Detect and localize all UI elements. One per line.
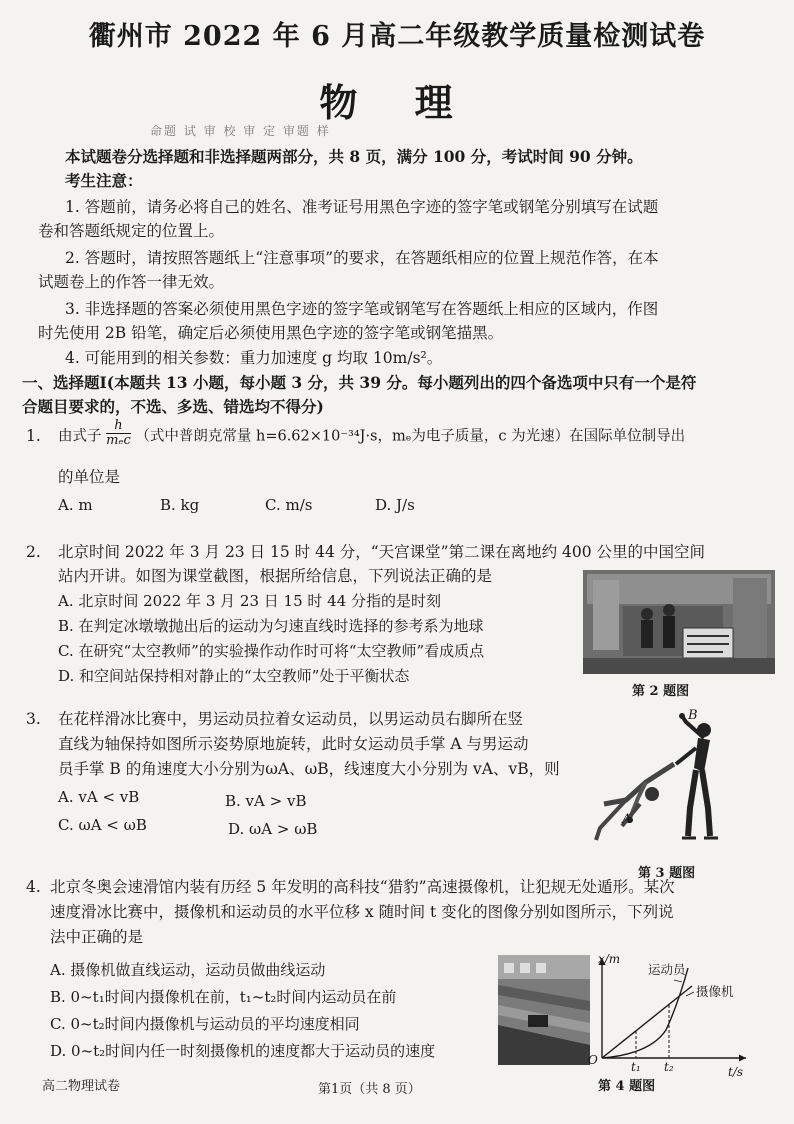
section-heading-line2: 合题目要求的，不选、多选、错选均不得分) xyxy=(22,397,324,416)
q4-option-a: A. 摄像机做直线运动，运动员做曲线运动 xyxy=(50,961,326,979)
faint-credit-line: 命题 试 审 校 审 定 审题 样 xyxy=(150,124,331,138)
q2-option-a: A. 北京时间 2022 年 3 月 23 日 15 时 44 分指的是时刻 xyxy=(58,592,442,610)
q4-graph-t1: t₁ xyxy=(631,1060,641,1074)
exam-intro: 本试题卷分选择题和非选择题两部分，共 8 页，满分 100 分，考试时间 90 分钟。 xyxy=(65,147,643,166)
q1-option-c: C. m/s xyxy=(265,496,313,514)
notice-4: 4. 可能用到的相关参数：重力加速度 g 均取 10m/s²。 xyxy=(65,349,443,367)
q4-stem-line1: 北京冬奥会速滑馆内装有历经 5 年发明的高科技“猎豹”高速摄像机，让犯规无处遁形。某次 xyxy=(50,878,675,896)
notice-1b: 卷和答题纸规定的位置上。 xyxy=(38,222,225,240)
q4-camera-leader xyxy=(686,992,694,996)
q2-classroom-photo xyxy=(583,570,775,674)
section-heading-line1: 一、选择题Ⅰ(本题共 13 小题，每小题 3 分，共 39 分。每小题列出的四个备选项中只有一个是符 xyxy=(22,373,697,392)
q3-option-d: D. ωA > ωB xyxy=(228,820,318,838)
q4-athlete-leader xyxy=(674,980,682,982)
q4-graph-origin: O xyxy=(588,1053,598,1067)
q4-series-camera-label: 摄像机 xyxy=(696,984,734,999)
q3-number: 3. xyxy=(26,710,41,728)
q4-camera-photo xyxy=(498,955,590,1065)
q4-stem-line3: 法中正确的是 xyxy=(50,928,144,946)
exam-title: 衢州市 2022 年 6 月高二年级教学质量检测试卷 xyxy=(88,21,706,52)
q2-stem-line1: 北京时间 2022 年 3 月 23 日 15 时 44 分，“天宫课堂”第二课在离地约 400 公里的中国空间 xyxy=(58,543,706,561)
q3-figure-caption: 第 3 题图 xyxy=(638,866,696,881)
q1-stem-pre: 由式子 xyxy=(58,428,102,445)
q4-graph-ylabel: x/m xyxy=(598,952,621,966)
notice-2b: 试题卷上的作答一律无效。 xyxy=(38,273,225,291)
q4-series-athlete-label: 运动员 xyxy=(648,962,686,977)
q3-stem-line2: 直线为轴保持如图所示姿势原地旋转，此时女运动员手掌 A 与男运动 xyxy=(58,735,529,753)
q1-stem xyxy=(58,418,686,448)
q4-option-b: B. 0~t₁时间内摄像机在前，t₁~t₂时间内运动员在前 xyxy=(50,988,397,1006)
q4-athlete-curve xyxy=(602,968,688,1058)
q1-fraction-numerator: h xyxy=(106,419,131,434)
q1-stem-line2: 的单位是 xyxy=(58,468,121,486)
q3-option-b: B. vA > vB xyxy=(225,792,307,810)
q4-number: 4. xyxy=(26,878,41,896)
notice-1a: 1. 答题前，请务必将自己的姓名、准考证号用黑色字迹的签字笔或钢笔分别填写在试题 xyxy=(65,198,659,216)
q4-graph-xlabel: t/s xyxy=(728,1065,744,1079)
notice-title: 考生注意： xyxy=(65,171,143,190)
notice-3b: 时先使用 2B 铅笔，确定后必须使用黑色字迹的签字笔或钢笔描黑。 xyxy=(38,324,504,342)
subject-title: 物 理 xyxy=(319,80,475,125)
q4-t-axis-arrow xyxy=(739,1055,746,1062)
q1-option-b: B. kg xyxy=(160,496,200,514)
notice-3a: 3. 非选择题的答案必须使用黑色字迹的签字笔或钢笔写在答题纸上相应的区域内，作图 xyxy=(65,300,659,318)
q1-fraction xyxy=(106,419,131,448)
q2-option-b: B. 在判定冰墩墩抛出后的运动为匀速直线时选择的参考系为地球 xyxy=(58,617,484,635)
q1-fraction-denominator: mₑc xyxy=(106,433,131,448)
q3-label-a: A xyxy=(622,812,632,827)
q3-option-c: C. ωA < ωB xyxy=(58,816,147,834)
q1-option-a: A. m xyxy=(58,496,93,514)
q2-number: 2. xyxy=(26,543,41,561)
q1-option-d: D. J/s xyxy=(375,496,415,514)
q2-stem-line2: 站内开讲。如图为课堂截图，根据所给信息，下列说法正确的是 xyxy=(58,567,493,585)
q4-graph-t2: t₂ xyxy=(664,1060,674,1074)
q4-option-c: C. 0~t₂时间内摄像机与运动员的平均速度相同 xyxy=(50,1015,360,1033)
footer-page-number: 第1页（共 8 页） xyxy=(318,1082,421,1097)
q3-option-a: A. vA < vB xyxy=(58,788,140,806)
q2-option-c: C. 在研究“太空教师”的实验操作动作时可将“太空教师”看成质点 xyxy=(58,642,485,660)
q4-figure-caption: 第 4 题图 xyxy=(598,1079,656,1094)
q3-stem-line1: 在花样滑冰比赛中，男运动员拉着女运动员，以男运动员右脚所在竖 xyxy=(58,710,524,728)
notice-2a: 2. 答题时，请按照答题纸上“注意事项”的要求，在答题纸相应的位置上规范作答，在本 xyxy=(65,249,659,267)
q4-option-d: D. 0~t₂时间内任一时刻摄像机的速度都大于运动员的速度 xyxy=(50,1042,436,1060)
q1-number: 1. xyxy=(26,427,41,445)
q2-option-d: D. 和空间站保持相对静止的“太空教师”处于平衡状态 xyxy=(58,667,410,685)
q3-label-b: B xyxy=(688,708,698,723)
q1-stem-post: （式中普朗克常量 h=6.62×10⁻³⁴J·s，mₑ为电子质量，c 为光速）在国际单位制导出 xyxy=(135,428,686,445)
q4-stem-line2: 速度滑冰比赛中，摄像机和运动员的水平位移 x 随时间 t 变化的图像分别如图所示，下列说 xyxy=(50,903,674,921)
q3-stem-line3: 员手掌 B 的角速度大小分别为ωA、ωB，线速度大小分别为 vA、vB，则 xyxy=(58,760,560,778)
q2-figure-caption: 第 2 题图 xyxy=(632,684,690,699)
q3-skaters-figure xyxy=(586,708,766,848)
footer-exam-name: 高二物理试卷 xyxy=(42,1079,121,1094)
